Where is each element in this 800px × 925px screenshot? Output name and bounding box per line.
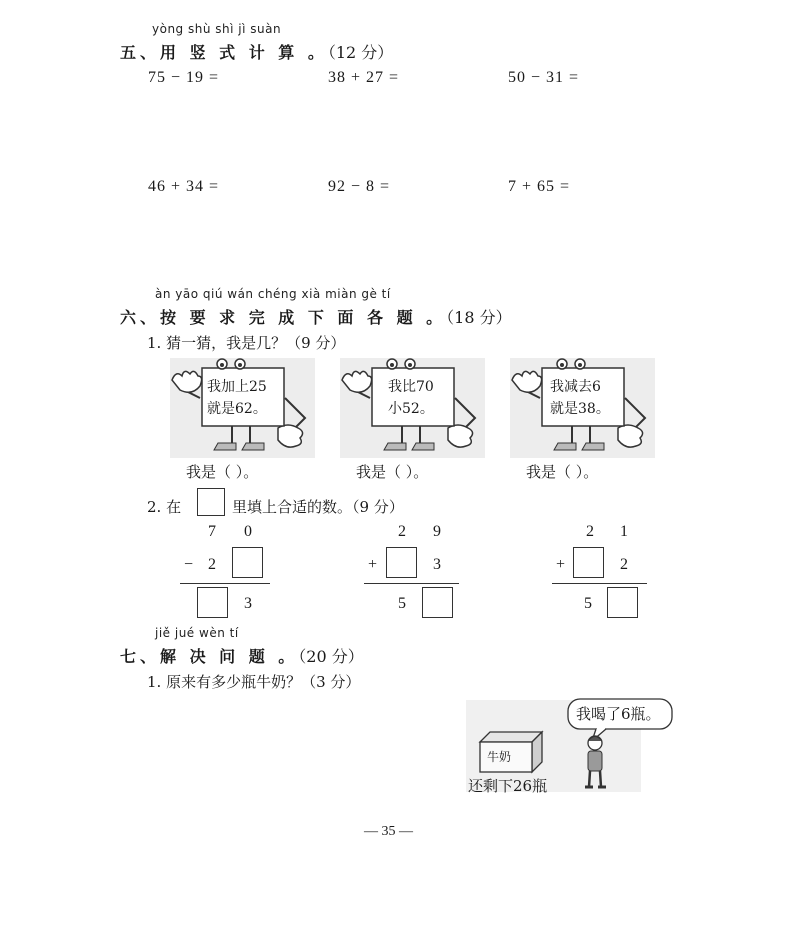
calc-problem: 7 + 65 = (508, 178, 571, 195)
section7-heading (120, 644, 364, 667)
page-number: — 35 — (364, 824, 413, 839)
digit: 5 (584, 595, 592, 612)
digit: 5 (398, 595, 406, 612)
fill-in-box[interactable] (422, 587, 453, 618)
section5-heading (120, 40, 393, 63)
digit: 1 (620, 523, 628, 540)
example-box (197, 488, 225, 516)
section7-points: （20 分） (298, 647, 364, 666)
answer-blank[interactable]: 我是（ ）。 (526, 463, 599, 481)
section5-points: （12 分） (327, 43, 394, 62)
section6-points: （18 分） (446, 308, 512, 327)
q2-label-post: 里填上合适的数。（9 分） (232, 498, 404, 516)
digit: 2 (398, 523, 406, 540)
card-line: 我比70 (388, 379, 434, 395)
section7-pinyin: jiě jué wèn tí (155, 626, 239, 640)
card-text-2 (388, 376, 434, 420)
section6-heading (120, 305, 512, 328)
digit: 9 (433, 523, 441, 540)
fill-in-box[interactable] (197, 587, 228, 618)
operator: + (368, 556, 378, 573)
digit: 2 (586, 523, 594, 540)
section6-title: 六、按 要 求 完 成 下 面 各 题 。 (120, 308, 447, 327)
digit: 3 (433, 556, 441, 573)
answer-blank[interactable]: 我是（ ）。 (186, 463, 259, 481)
operator: + (556, 556, 566, 573)
operator: − (184, 556, 194, 573)
sum-line (552, 583, 647, 584)
fill-in-box[interactable] (232, 547, 263, 578)
calc-problem: 46 + 34 = (148, 178, 220, 195)
boy-illustration (580, 735, 610, 793)
calc-problem: 50 − 31 = (508, 69, 580, 86)
sum-line (364, 583, 459, 584)
answer-blank[interactable]: 我是（ ）。 (356, 463, 429, 481)
digit: 2 (208, 556, 216, 573)
digit: 7 (208, 523, 216, 540)
fill-in-box[interactable] (386, 547, 417, 578)
digit: 3 (244, 595, 252, 612)
card-line: 就是62。 (207, 401, 267, 417)
calc-problem: 75 − 19 = (148, 69, 220, 86)
sum-line (180, 583, 270, 584)
q3-label: 1. 原来有多少瓶牛奶？（3 分） (147, 673, 361, 691)
calc-problem: 92 − 8 = (328, 178, 391, 195)
q1-label: 1. 猜一猜，我是几？（9 分） (147, 334, 346, 352)
section5-pinyin: yòng shù shì jì suàn (152, 22, 282, 36)
remaining-caption: 还剩下26瓶 (468, 777, 548, 795)
section5-title: 五、用 竖 式 计 算 。 (120, 43, 328, 62)
speech-text: 我喝了6瓶。 (576, 705, 661, 723)
card-line: 我加上25 (207, 379, 267, 395)
card-line: 我减去6 (550, 379, 601, 395)
card-line: 就是38。 (550, 401, 610, 417)
section6-pinyin: àn yāo qiú wán chéng xià miàn gè tí (155, 287, 391, 301)
fill-in-box[interactable] (573, 547, 604, 578)
q2-label-pre: 2. 在 (147, 498, 182, 516)
digit: 2 (620, 556, 628, 573)
calc-problem: 38 + 27 = (328, 69, 400, 86)
section7-title: 七、解 决 问 题 。 (120, 647, 299, 666)
card-text-3 (550, 376, 610, 420)
digit: 0 (244, 523, 252, 540)
fill-in-box[interactable] (607, 587, 638, 618)
milk-box-label: 牛奶 (487, 750, 512, 764)
card-line: 小52。 (388, 401, 434, 417)
card-text-1 (207, 376, 267, 420)
